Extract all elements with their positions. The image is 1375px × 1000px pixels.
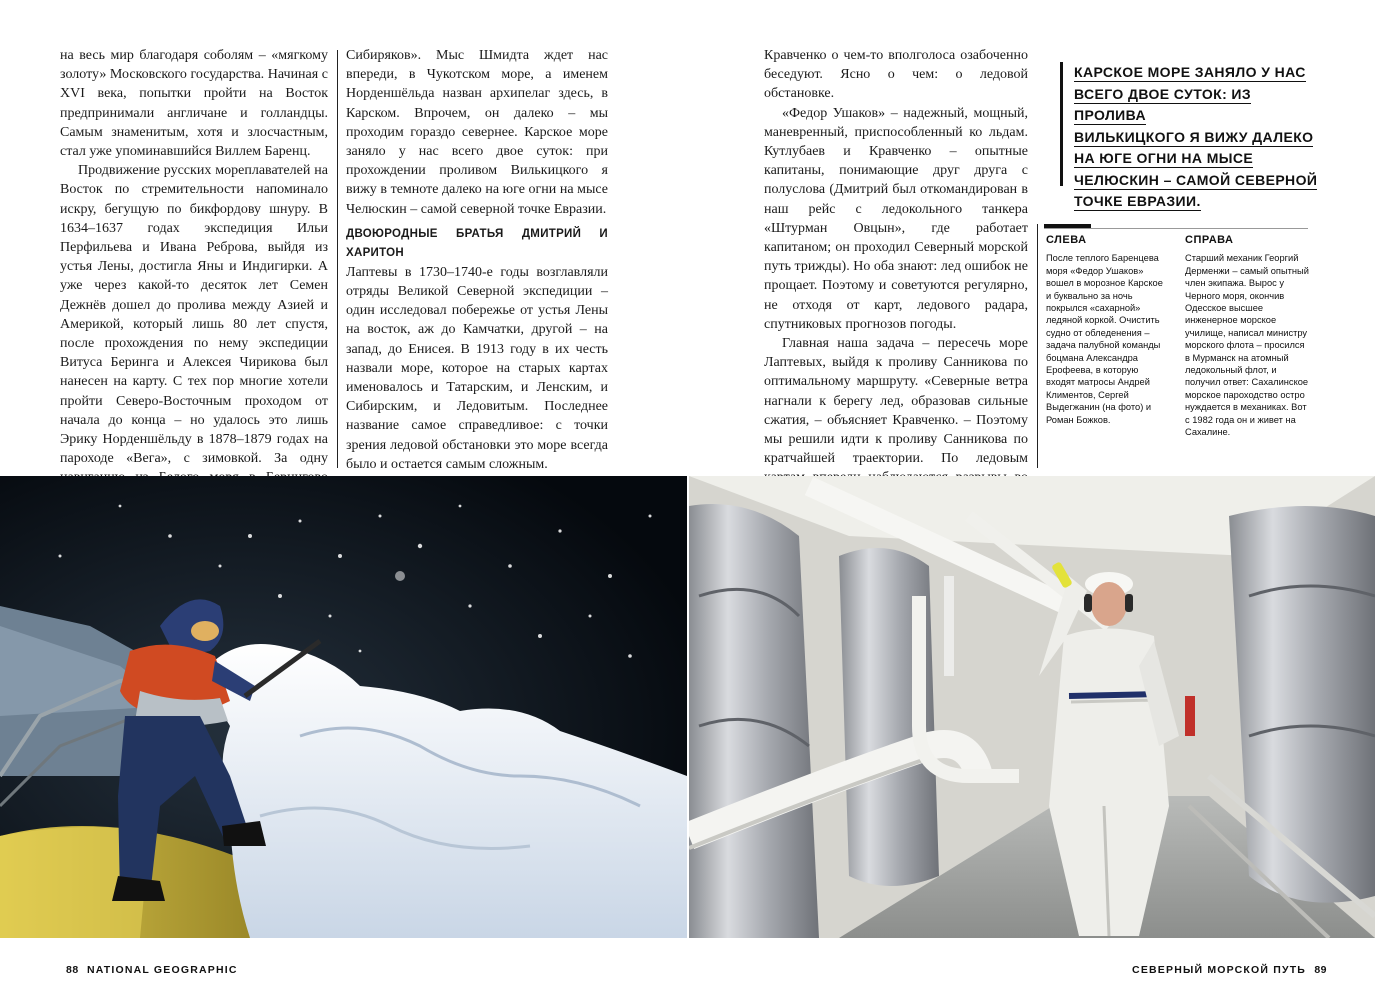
section-heading: ДВОЮРОДНЫЕ БРАТЬЯ ДМИТРИЙ И ХАРИТОН bbox=[346, 227, 608, 259]
pullquote-line: ТОЧКЕ ЕВРАЗИИ. bbox=[1074, 193, 1201, 209]
caption-left bbox=[1046, 234, 1168, 426]
caption-hairline bbox=[1044, 228, 1308, 229]
pullquote-line: КАРСКОЕ МОРЕ ЗАНЯЛО У НАС bbox=[1074, 64, 1306, 80]
paragraph: Сибиряков». Мыс Шмидта ждет нас впереди, в Чукотском море, а именем Норденшёльда назван архипелаг здесь, в Карском. Впрочем, он далеко – мы проходим гораздо севернее. Карское море заняло у нас всего двое суток: при прохождении проливом Вилькицкого я вижу в темноте далеко на юге огни на мысе Челюскин – самой северной точке Евразии. bbox=[346, 48, 608, 217]
photo-engineer-engine-room-illustration bbox=[689, 476, 1375, 938]
page-number: 88 bbox=[66, 964, 79, 976]
paragraph: Главная наша задача – пересечь море Лаптевых, выйдя к проливу Санникова по оптимальному маршруту. «Северные ветра нагнали к берегу лед, образовав сильные сжатия, – объясняет Кравченко. – Поэтому мы решили идти к проливу Санникова по кратчайшей траектории. По ледовым bbox=[764, 336, 1028, 467]
paragraph: Лаптевы в 1730–1740-е годы возглавляли отряды Великой Северной экспедиции – один исследовал побережье от устья Лены на восток, аж до Камчатки, другой – на запад, до Енисея. В 1913 году в их честь назвали море, которое на старых картах именовалось и Татарским, и Ленским, и Сибирским, и Ледовитым. Последнее название самое справедливое: с точки зрения ледовой обстановки это море всегда было и остается самым сложным. bbox=[346, 264, 608, 472]
caption-heading: СЛЕВА bbox=[1046, 234, 1087, 246]
caption-right bbox=[1185, 234, 1309, 439]
article-column-3 bbox=[764, 46, 1028, 526]
photo-engineer-engine-room bbox=[689, 476, 1375, 938]
pullquote bbox=[1074, 62, 1324, 213]
footer-right bbox=[1132, 964, 1327, 976]
paragraph: на весь мир благодаря соболям – «мягкому золоту» Московского государства. Начиная с XVI века, попытки пройти на Восток предпринимали англичане и голландцы. Самым знаменитым, хотя и злосчастным, стал уже упоминавшийся Виллем Баренц. bbox=[60, 48, 328, 160]
pullquote-bar bbox=[1060, 62, 1063, 186]
page-number: 89 bbox=[1314, 964, 1327, 976]
footer-left bbox=[66, 964, 238, 976]
pullquote-line: ВСЕГО ДВОЕ СУТОК: ИЗ ПРОЛИВА bbox=[1074, 85, 1252, 123]
column-divider bbox=[1037, 224, 1038, 468]
paragraph: Кравченко о чем-то вполголоса озабоченно беседуют. Ясно о чем: о ледовой обстановке. bbox=[764, 48, 1028, 102]
pullquote-line: НА ЮГЕ ОГНИ НА МЫСЕ bbox=[1074, 150, 1254, 166]
photo-sailor-clearing-ice-illustration bbox=[0, 476, 687, 938]
caption-text: После теплого Баренцева моря «Федор Ушаков» вошел в морозное Карское и буквально за ночь покрылся «сахарной» ледяной коркой. Очистить судно от обледенения – задача палубной команды боцмана Александра Ерофеева, в которую входят матросы Андрей Климентов, Сергей Выдегжанин (на фото) и Роман Божков. bbox=[1046, 253, 1163, 425]
section-title: СЕВЕРНЫЙ МОРСКОЙ ПУТЬ bbox=[1132, 964, 1307, 976]
magazine-title: NATIONAL GEOGRAPHIC bbox=[86, 964, 238, 976]
caption-heading: СПРАВА bbox=[1185, 234, 1234, 246]
pullquote-line: ЧЕЛЮСКИН – САМОЙ СЕВЕРНОЙ bbox=[1074, 171, 1318, 188]
pullquote-line: ВИЛЬКИЦКОГО Я ВИЖУ ДАЛЕКО bbox=[1074, 128, 1314, 145]
photo-sailor-clearing-ice bbox=[0, 476, 687, 938]
article-column-1 bbox=[60, 46, 328, 526]
column-divider bbox=[337, 50, 338, 468]
paragraph: «Федор Ушаков» – надежный, мощный, маневренный, приспособленный ко льдам. Кутлубаев и Кравченко – опытные капитаны, понимающие друг друга с полуслова (Дмитрий был откомандирован в наш рейс с ледокольного танкера «Штурман Овцын», где работает капитаном; он проходил Северный морской путь трижды). Но оба знают: лед ошибок не прощает. Поэтому и советуются регулярно, не отходя от карт, ледового радара, спутниковых прогнозов погоды. bbox=[764, 105, 1028, 332]
caption-text: Старший механик Георгий Дерменжи – самый опытный член экипажа. Вырос у Черного моря, окончив Одесское высшее инженерное морское училище, написал министру морского флота – просился в Мурманск на атомный ледокольный флот, и получил ответ: Сахалинское морское пароходство остро нуждается в механиках. Вот с 1982 года он и живет на Сахалине. bbox=[1185, 253, 1309, 438]
paragraph: Продвижение русских мореплавателей на Восток по стремительности напоминало искру, бегущую по бикфордову шнуру. В 1634–1637 годах экспедиция Ильи Перфильева и Ивана Реброва, выйдя из устья Лены, достигла Яны и Индигирки. А уже через какой-то десяток лет Семен Дежнёв дошел до пролива между Азией и Америкой, который лишь 80 лет спустя, после прохождения по нему экспедиции Витуса Беринга и Алексея Чирикова был нанесен на карту. С тех пор многие хотели пройти Северо-Восточным проходом от начала до конца – но удалось это лишь Эрику Норденшёльду в 1878–1879 годах на пароходе «Вега», с зимовкой. За одну bbox=[60, 163, 328, 467]
